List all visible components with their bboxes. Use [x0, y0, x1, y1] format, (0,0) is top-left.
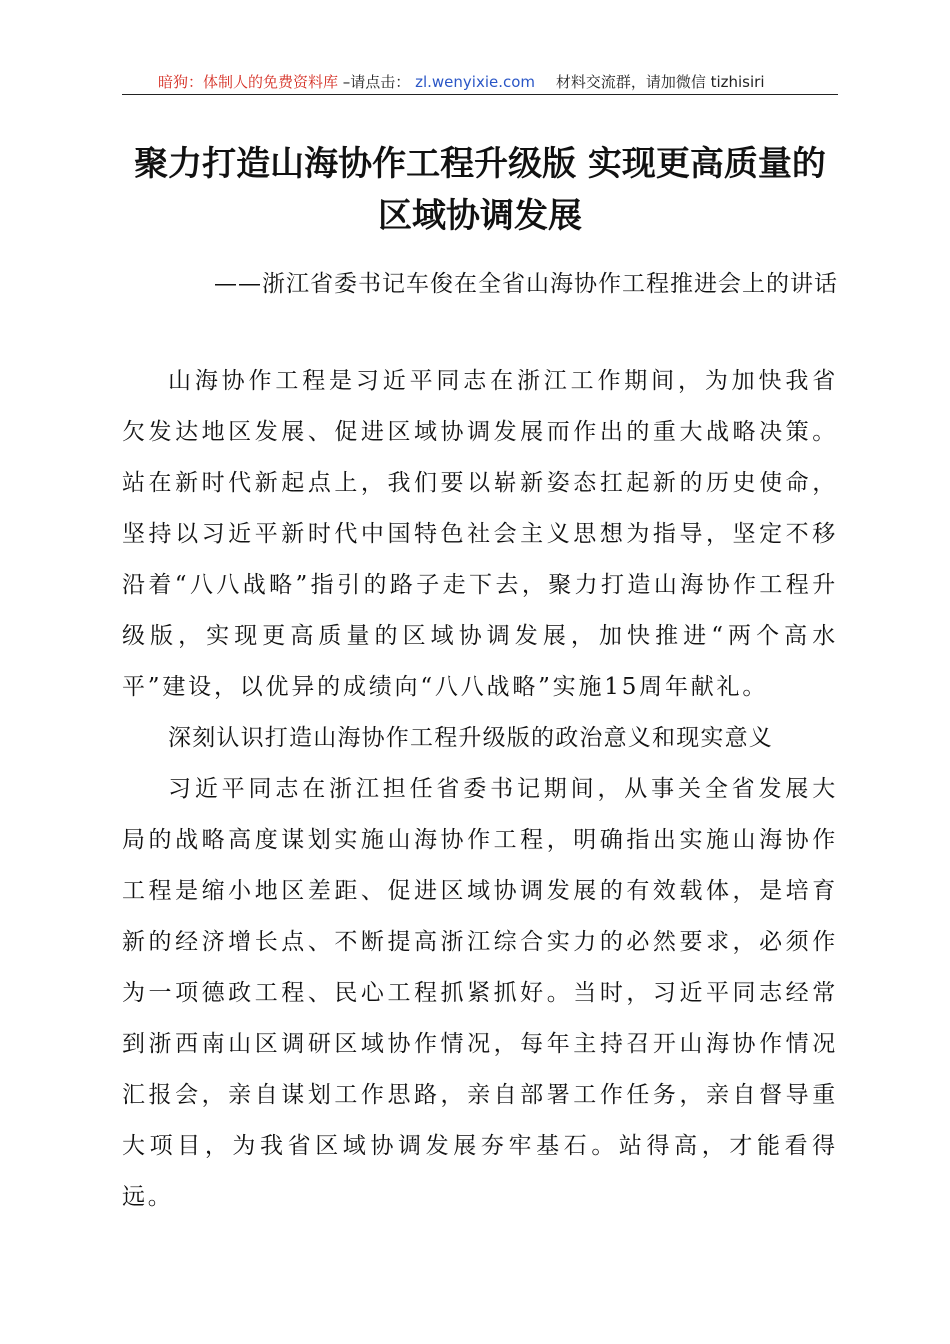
page-header — [122, 66, 838, 95]
title-line-1: 聚力打造山海协作工程升级版 实现更高质量的 — [134, 144, 826, 184]
header-prompt: –请点击： — [342, 73, 411, 91]
title-line-2: 区域协调发展 — [378, 196, 582, 236]
header-contact: 材料交流群，请加微信 tizhisiri — [555, 73, 765, 91]
document-body — [122, 356, 838, 1223]
paragraph: 习近平同志在浙江担任省委书记期间，从事关全省发展大局的战略高度谋划实施山海协作工程，明确指出实施山海协作工程是缩小地区差距、促进区域协调发展的有效载体，是培育新的经济增长点、不断提高浙江综合实力的必然要求，必须作为一项德政工程、民心工程抓紧抓好。当时，习近平同志经常到浙西南山区调研区域协作情况，每年主持召开山海协作情况汇报会，亲自谋划工作思路，亲自部署工作任务，亲自督导重大项目，为我省区域协调发展夯牢基石。站得高，才能看得远。 — [122, 776, 838, 1210]
paragraph: 山海协作工程是习近平同志在浙江工作期间，为加快我省欠发达地区发展、促进区域协调发展而作出的重大战略决策。站在新时代新起点上，我们要以崭新姿态扛起新的历史使命，坚持以习近平新时代中国特色社会主义思想为指导，坚定不移沿着“八八战略”指引的路子走下去，聚力打造山海协作工程升级版，实现更高质量的区域协调发展，加快推进“两个高水平”建设，以优异的成绩向“八八战略”实施15周年献礼。 — [122, 368, 838, 700]
section-heading: 深刻认识打造山海协作工程升级版的政治意义和现实意义 — [168, 725, 773, 751]
header-link[interactable]: zl.wenyixie.com — [415, 73, 536, 91]
header-brand: 暗狗：体制人的免费资料库 — [158, 73, 339, 91]
document-subtitle: ——浙江省委书记车俊在全省山海协作工程推进会上的讲话 — [214, 271, 838, 297]
document-title — [100, 138, 860, 242]
header-line — [158, 71, 765, 92]
